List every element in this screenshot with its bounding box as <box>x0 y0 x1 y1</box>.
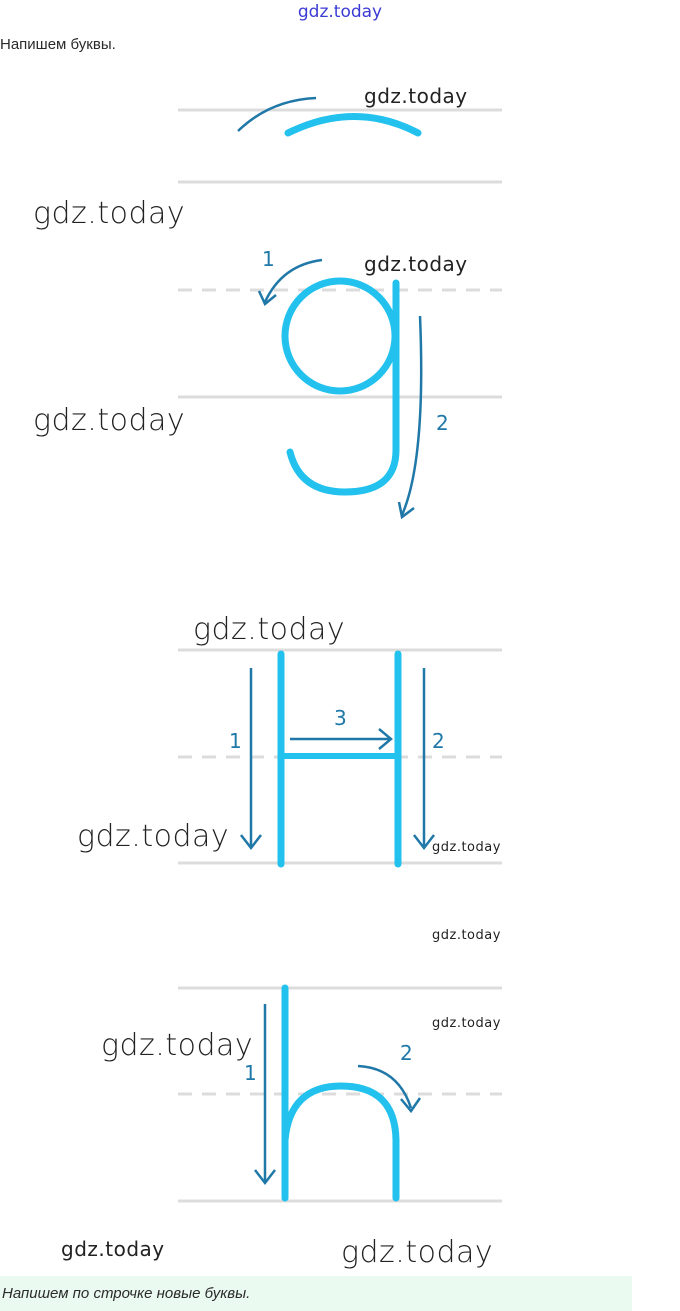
stroke-number: 1 <box>229 729 242 753</box>
watermark: gdz.today <box>341 1235 494 1270</box>
watermark: gdz.today <box>364 84 468 108</box>
watermark: gdz.today <box>61 1237 165 1261</box>
watermark: gdz.today <box>33 196 186 231</box>
stroke-number: 2 <box>436 411 449 435</box>
intro-text: Напишем буквы. <box>0 36 116 53</box>
watermark: gdz.today <box>101 1028 254 1063</box>
stroke-number: 1 <box>262 247 275 271</box>
letter-g-section <box>178 247 502 517</box>
site-header[interactable]: gdz.today <box>297 2 383 22</box>
watermark: gdz.today <box>193 612 346 647</box>
watermark: gdz.today <box>432 840 501 855</box>
watermark: gdz.today <box>33 403 186 438</box>
stroke-number: 1 <box>244 1061 257 1085</box>
stroke-arrow-2 <box>402 316 421 515</box>
watermark: gdz.today <box>432 928 501 943</box>
watermark: gdz.today <box>432 1016 501 1031</box>
stroke-number: 3 <box>334 706 347 730</box>
stroke-number: 2 <box>400 1041 413 1065</box>
watermark: gdz.today <box>77 819 230 854</box>
partial-letter-section <box>178 98 502 182</box>
stroke-number: 2 <box>432 729 445 753</box>
watermark: gdz.today <box>364 252 468 276</box>
footer-note: Напишем по строчке новые буквы. <box>0 1276 632 1311</box>
